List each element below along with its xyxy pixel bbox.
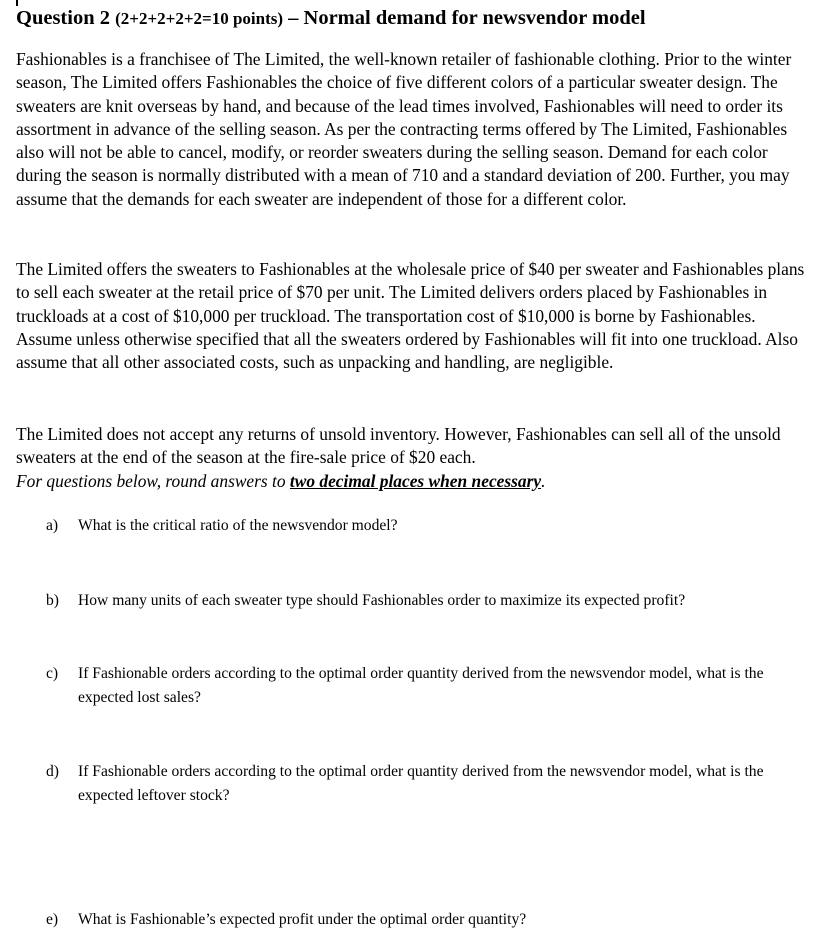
question-label: c) — [46, 665, 59, 682]
rounding-instruction — [16, 470, 806, 493]
heading-points: (2+2+2+2+2=10 points) — [115, 9, 284, 28]
question-label: d) — [46, 763, 59, 780]
question-text: What is Fashionable’s expected profit under the optimal order quantity? — [78, 911, 527, 928]
question-e — [46, 908, 786, 932]
question-label: a) — [46, 517, 59, 534]
question-heading — [16, 4, 646, 33]
paragraph-returns — [16, 423, 806, 493]
question-c — [46, 662, 786, 709]
question-text: How many units of each sweater type should Fashionables order to maximize its expected profit? — [78, 592, 686, 609]
instruction-end: . — [541, 470, 546, 491]
paragraph-pricing: The Limited offers the sweaters to Fashionables at the wholesale price of $40 per sweater and Fashionables plans to sell each sweater at the retail price of $70 per unit. The Limited delivers orders placed by Fashionables in truckloads at a cost of $10,000 per truckload. The transportation cost of $10,000 is borne by Fashionables. Assume unless otherwise specified that all the sweaters ordered by Fashionables will fit into one truckload. Also assume that all other associated costs, such as unpacking and handling, are negligible. — [16, 259, 805, 373]
question-label: b) — [46, 592, 59, 609]
instruction-text: For questions below, round answers to — [16, 470, 290, 491]
heading-title: Question 2 — [16, 7, 110, 29]
question-b — [46, 589, 786, 613]
question-text: If Fashionable orders according to the optimal order quantity derived from the newsvendor model, what is the expected leftover stock? — [78, 763, 764, 804]
heading-subtitle: – Normal demand for newsvendor model — [288, 7, 646, 29]
instruction-emphasis: two decimal places when necessary — [289, 470, 542, 491]
question-label: e) — [46, 911, 59, 928]
paragraph-scenario: Fashionables is a franchisee of The Limited, the well-known retailer of fashionable clothing. Prior to the winter season, The Limited offers Fashionables the choice of five different colors of a particular sweater design. The sweaters are knit overseas by hand, and because of the lead times involved, Fashionables will need to order its assortment in advance of the selling season. As per the contracting terms offered by The Limited, Fashionables also will not be able to cancel, modify, or reorder sweaters during the selling season. Demand for each color during the season is normally distributed with a mean of 710 and a standard deviation of 200. Further, you may assume that the demands for each sweater are independent of those for a different color. — [16, 49, 792, 209]
question-a — [46, 514, 786, 538]
returns-text: The Limited does not accept any returns of unsold inventory. However, Fashionables can sell all of the unsold sweaters at the end of the season at the fire-sale price of $20 each. — [16, 424, 781, 468]
question-d — [46, 760, 786, 807]
question-text: If Fashionable orders according to the optimal order quantity derived from the newsvendor model, what is the expected lost sales? — [78, 665, 764, 706]
question-text: What is the critical ratio of the newsvendor model? — [78, 517, 398, 534]
